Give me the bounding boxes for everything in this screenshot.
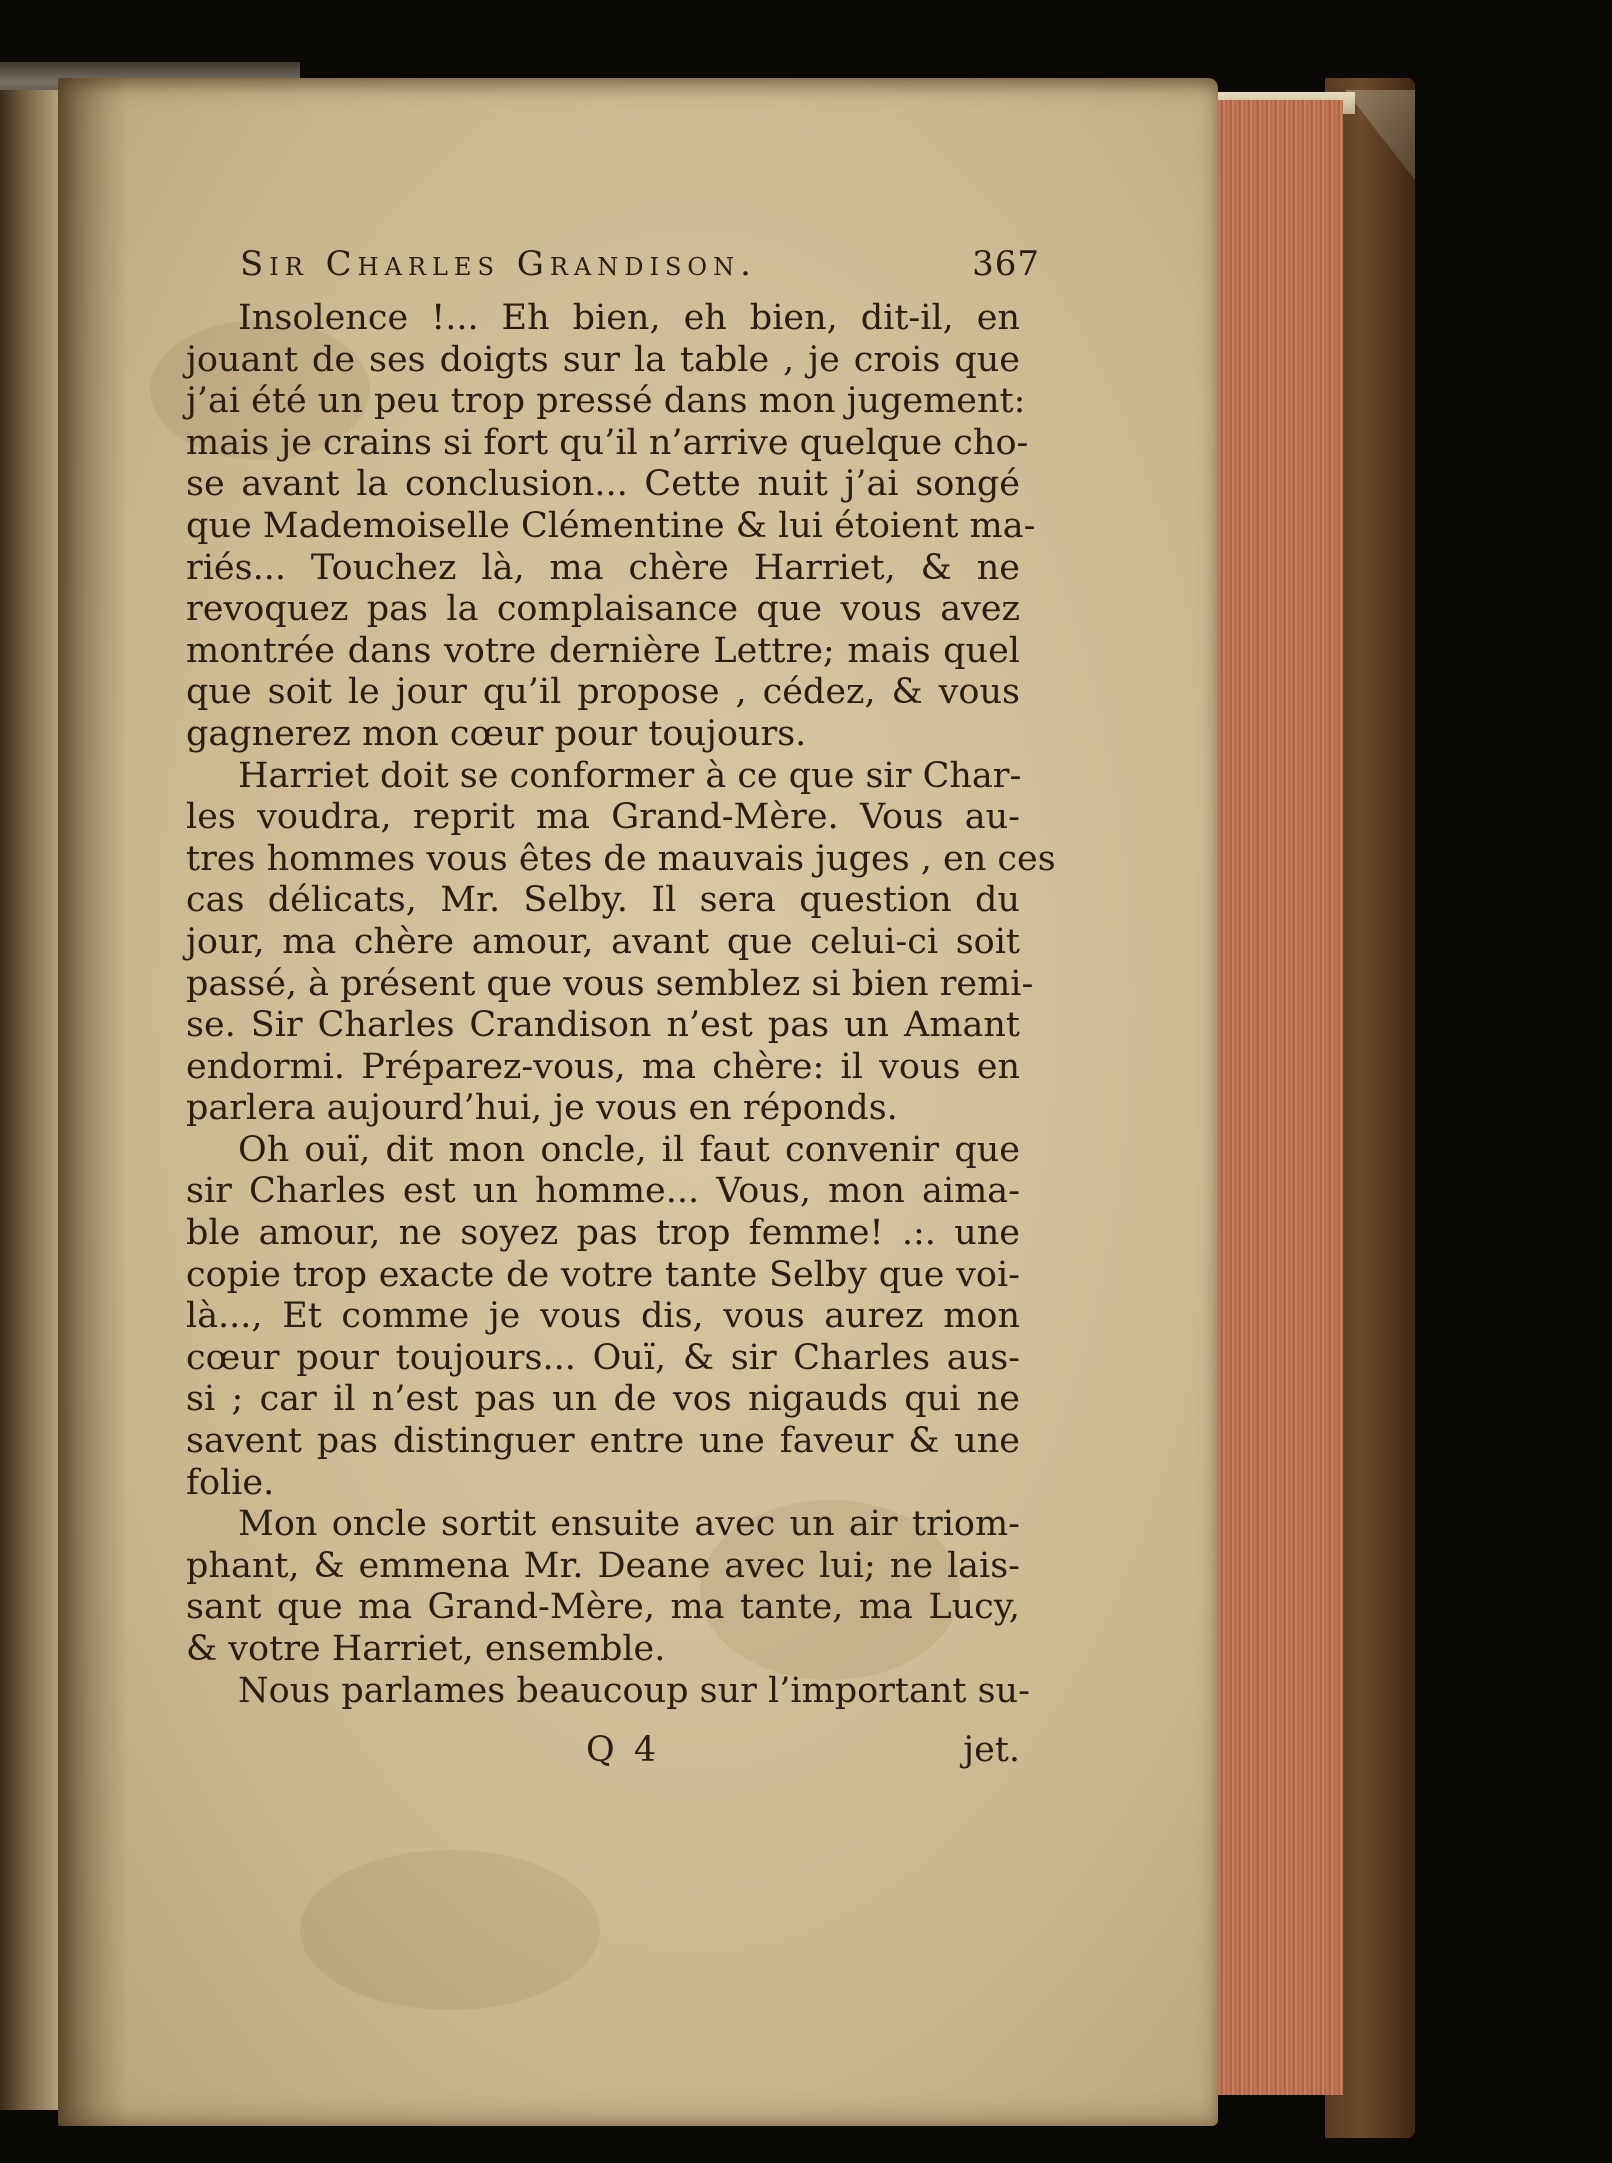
running-title: Sir Charles Grandison. (240, 244, 757, 284)
text-line: sir Charles est un homme... Vous, mon aima- (186, 1171, 1020, 1212)
text-line: que Mademoiselle Clémentine & lui étoient ma- (186, 505, 1036, 546)
text-line: revoquez pas la complaisance que vous avez (186, 589, 1020, 630)
text-line: ble amour, ne soyez pas trop femme! .:. une (186, 1213, 1020, 1254)
text-line: & votre Harriet, ensemble. (186, 1629, 666, 1669)
signature-mark: Q 4 (586, 1730, 661, 1770)
text-line: Insolence !... Eh bien, eh bien, dit-il, en (238, 298, 1020, 338)
text-line: gagnerez mon cœur pour toujours. (186, 713, 807, 754)
text-line: Oh ouï, dit mon oncle, il faut convenir que (238, 1129, 1020, 1170)
text-line: cas délicats, Mr. Selby. Il sera question du (186, 880, 1020, 921)
text-line: endormi. Préparez-vous, ma chère: il vous en (186, 1046, 1020, 1087)
text-line: phant, & emmena Mr. Deane avec lui; ne lais- (186, 1545, 1020, 1586)
text-line: mais je crains si fort qu’il n’arrive quelque cho- (186, 422, 1029, 463)
text-line: se avant la conclusion... Cette nuit j’ai songé (186, 464, 1020, 505)
text-line: cœur pour toujours... Ouï, & sir Charles aus- (186, 1337, 1020, 1378)
left-page-edge (0, 90, 62, 2110)
body-text (186, 298, 1056, 1712)
page-fore-edge (1205, 100, 1343, 2095)
text-line: folie. (186, 1462, 275, 1503)
text-line: jouant de ses doigts sur la table , je crois que (186, 339, 1020, 380)
text-line: sant que ma Grand-Mère, ma tante, ma Lucy, (186, 1587, 1020, 1628)
text-line: jour, ma chère amour, avant que celui-ci soit (186, 921, 1020, 962)
text-line: se. Sir Charles Crandison n’est pas un Amant (186, 1005, 1020, 1046)
text-line: Nous parlames beaucoup sur l’important su- (238, 1670, 1030, 1711)
text-line: Harriet doit se conformer à ce que sir Char- (238, 755, 1022, 796)
running-head (240, 244, 1040, 290)
text-line: les voudra, reprit ma Grand-Mère. Vous au- (186, 797, 1020, 838)
text-line: Mon oncle sortit ensuite avec un air triom- (238, 1504, 1020, 1545)
text-line: copie trop exacte de votre tante Selby que voi- (186, 1254, 1020, 1295)
text-line: riés... Touchez là, ma chère Harriet, & ne (186, 547, 1020, 588)
page-number: 367 (972, 244, 1040, 284)
text-line: que soit le jour qu’il propose , cédez, & vous (186, 672, 1020, 713)
text-line: passé, à présent que vous semblez si bien remi- (186, 963, 1034, 1004)
text-line: tres hommes vous êtes de mauvais juges , en ces (186, 838, 1056, 879)
text-line: si ; car il n’est pas un de vos nigauds qui ne (186, 1379, 1020, 1420)
text-line: parlera aujourd’hui, je vous en réponds. (186, 1088, 898, 1129)
text-line: savent pas distinguer entre une faveur & une (186, 1421, 1020, 1462)
page-footer (186, 1730, 1020, 1774)
text-line: montrée dans votre dernière Lettre; mais quel (186, 630, 1020, 671)
catchword: jet. (963, 1730, 1020, 1770)
gutter-shadow (58, 78, 128, 2126)
text-line: là..., Et comme je vous dis, vous aurez mon (186, 1296, 1020, 1337)
paper-stain (300, 1850, 600, 2010)
text-line: j’ai été un peu trop pressé dans mon jugement: (186, 381, 1026, 422)
